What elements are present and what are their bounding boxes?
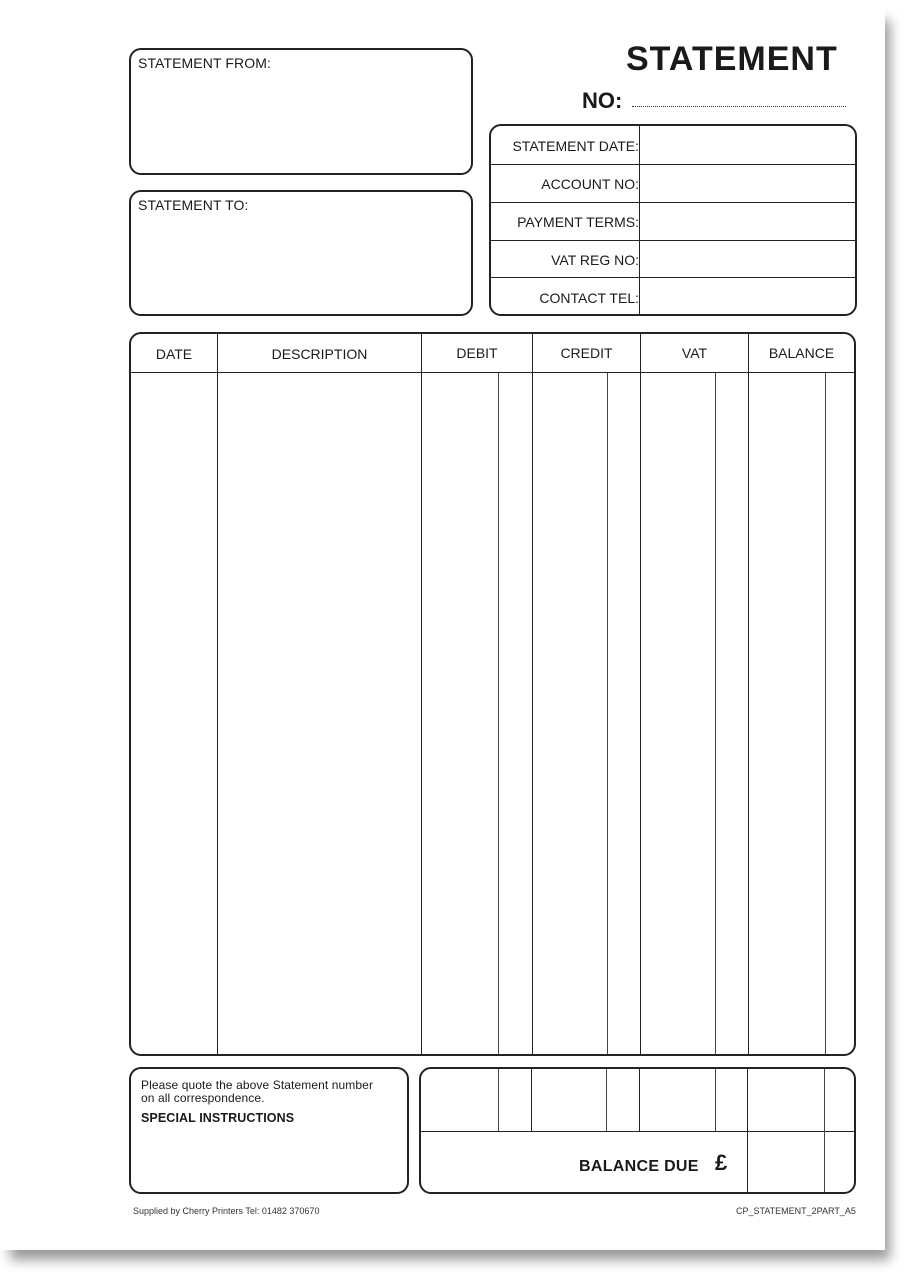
- column-header-vat: VAT: [681, 345, 708, 361]
- line-items-table: [129, 332, 856, 1056]
- vat-reg-no-label: VAT REG NO:: [551, 252, 639, 268]
- statement-to-label: STATEMENT TO:: [138, 197, 249, 213]
- column-header-description: DESCRIPTION: [271, 346, 368, 362]
- quote-number-note-line1: Please quote the above Statement number: [141, 1078, 374, 1092]
- balance-due-label: BALANCE DUE: [579, 1158, 699, 1175]
- payment-terms-label: PAYMENT TERMS:: [517, 214, 639, 230]
- statement-info-grid: [489, 124, 857, 316]
- column-header-balance: BALANCE: [768, 345, 835, 361]
- contact-tel-field[interactable]: [641, 278, 855, 314]
- statement-number-field[interactable]: [632, 106, 846, 107]
- special-instructions-label: SPECIAL INSTRUCTIONS: [141, 1111, 295, 1125]
- totals-column-divider: [747, 1069, 748, 1192]
- column-header-credit: CREDIT: [560, 345, 613, 361]
- document-title: STATEMENT: [626, 40, 838, 78]
- statement-number-label: NO:: [582, 88, 623, 113]
- quote-number-note-line2: on all correspondence.: [141, 1091, 265, 1105]
- totals-pence-divider: [606, 1069, 607, 1131]
- line-items-body[interactable]: [131, 374, 854, 1054]
- statement-from-label: STATEMENT FROM:: [138, 55, 271, 71]
- totals-pence-divider: [715, 1069, 716, 1131]
- totals-row-separator: [421, 1131, 854, 1132]
- column-header-debit: DEBIT: [456, 345, 498, 361]
- statement-date-label: STATEMENT DATE:: [512, 138, 639, 154]
- pound-sign: £: [715, 1150, 728, 1175]
- account-no-field[interactable]: [641, 165, 855, 202]
- totals-pence-divider: [498, 1069, 499, 1131]
- totals-box: [419, 1067, 856, 1194]
- statement-to-box[interactable]: [129, 190, 473, 316]
- table-header-separator: [131, 372, 854, 373]
- column-header-date: DATE: [155, 346, 193, 362]
- special-instructions-box[interactable]: [129, 1067, 409, 1194]
- form-code-footer: CP_STATEMENT_2PART_A5: [736, 1206, 856, 1216]
- statement-date-field[interactable]: [641, 126, 855, 164]
- payment-terms-field[interactable]: [641, 203, 855, 240]
- vat-reg-no-field[interactable]: [641, 241, 855, 277]
- balance-due-amount-field[interactable]: [749, 1133, 854, 1192]
- info-grid-divider: [639, 126, 640, 314]
- statement-from-box[interactable]: [129, 48, 473, 175]
- account-no-label: ACCOUNT NO:: [541, 176, 639, 192]
- supplier-footer: Supplied by Cherry Printers Tel: 01482 370670: [133, 1206, 320, 1216]
- totals-column-divider: [639, 1069, 640, 1131]
- contact-tel-label: CONTACT TEL:: [539, 290, 639, 306]
- totals-column-divider: [531, 1069, 532, 1131]
